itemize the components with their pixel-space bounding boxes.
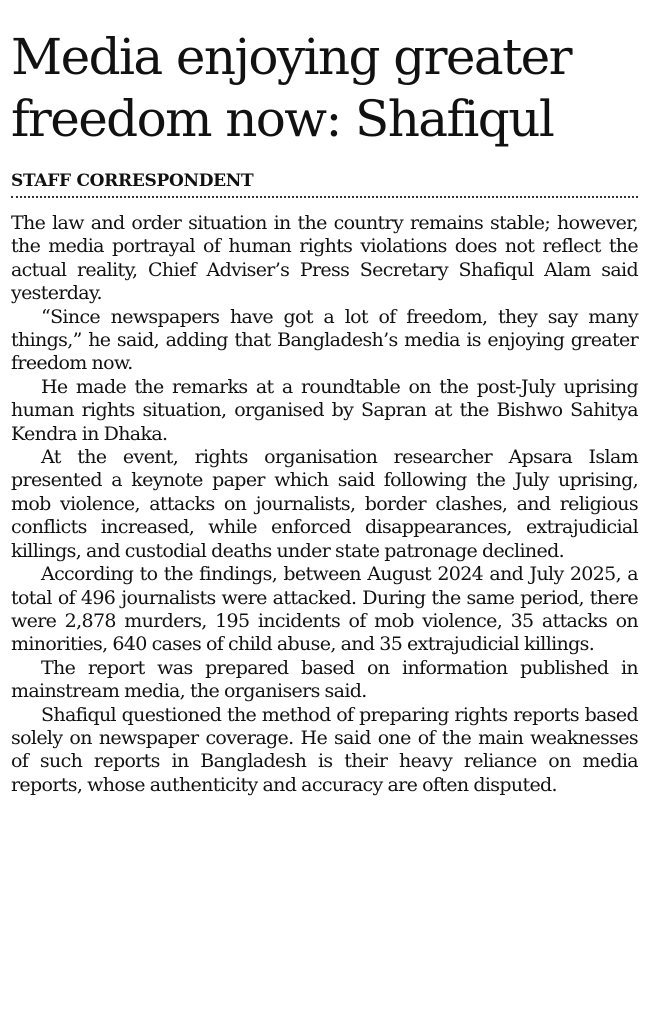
paragraph-3: He made the remarks at a roundtable on the post-July uprising human rights situation, organised by Sapran at the Bishwo Sahitya Kendra in Dhaka. bbox=[11, 375, 638, 445]
paragraph-4: At the event, rights organisation researcher Apsara Islam presented a keynote paper which said following the July uprising, mob violence, attacks on journalists, border clashes, and religious conflicts increased, while enforced disappearances, extrajudicial killings, and custodial deaths under state patronage declined. bbox=[11, 446, 638, 562]
headline-line-1: Media enjoying greater bbox=[11, 28, 571, 86]
paragraph-2: “Since newspapers have got a lot of freedom, they say many things,” he said, adding that Bangladesh’s media is enjoying greater freedom now. bbox=[11, 305, 638, 375]
paragraph-6: The report was prepared based on information published in mainstream media, the organisers said. bbox=[11, 656, 638, 703]
paragraph-1: The law and order situation in the country remains stable; however, the media portrayal of human rights violations does not reflect the actual reality, Chief Adviser’s Press Secretary Shafiqul Alam said yesterday. bbox=[11, 212, 638, 305]
byline: STAFF CORRESPONDENT bbox=[11, 171, 254, 191]
article-body bbox=[11, 212, 638, 797]
paragraph-5: According to the findings, between August 2024 and July 2025, a total of 496 journalists were attacked. During the same period, there were 2,878 murders, 195 incidents of mob violence, 35 attacks on minorities, 640 cases of child abuse, and 35 extrajudicial killings. bbox=[11, 563, 638, 656]
news-article bbox=[11, 0, 638, 797]
paragraph-7: Shafiqul questioned the method of preparing rights reports based solely on newspaper coverage. He said one of the main weaknesses of such reports in Bangladesh is their heavy reliance on media reports, whose authenticity and accuracy are often disputed. bbox=[11, 703, 638, 796]
dotted-divider bbox=[11, 196, 638, 198]
headline bbox=[11, 0, 638, 150]
headline-line-2: freedom now: Shafiqul bbox=[11, 90, 554, 148]
